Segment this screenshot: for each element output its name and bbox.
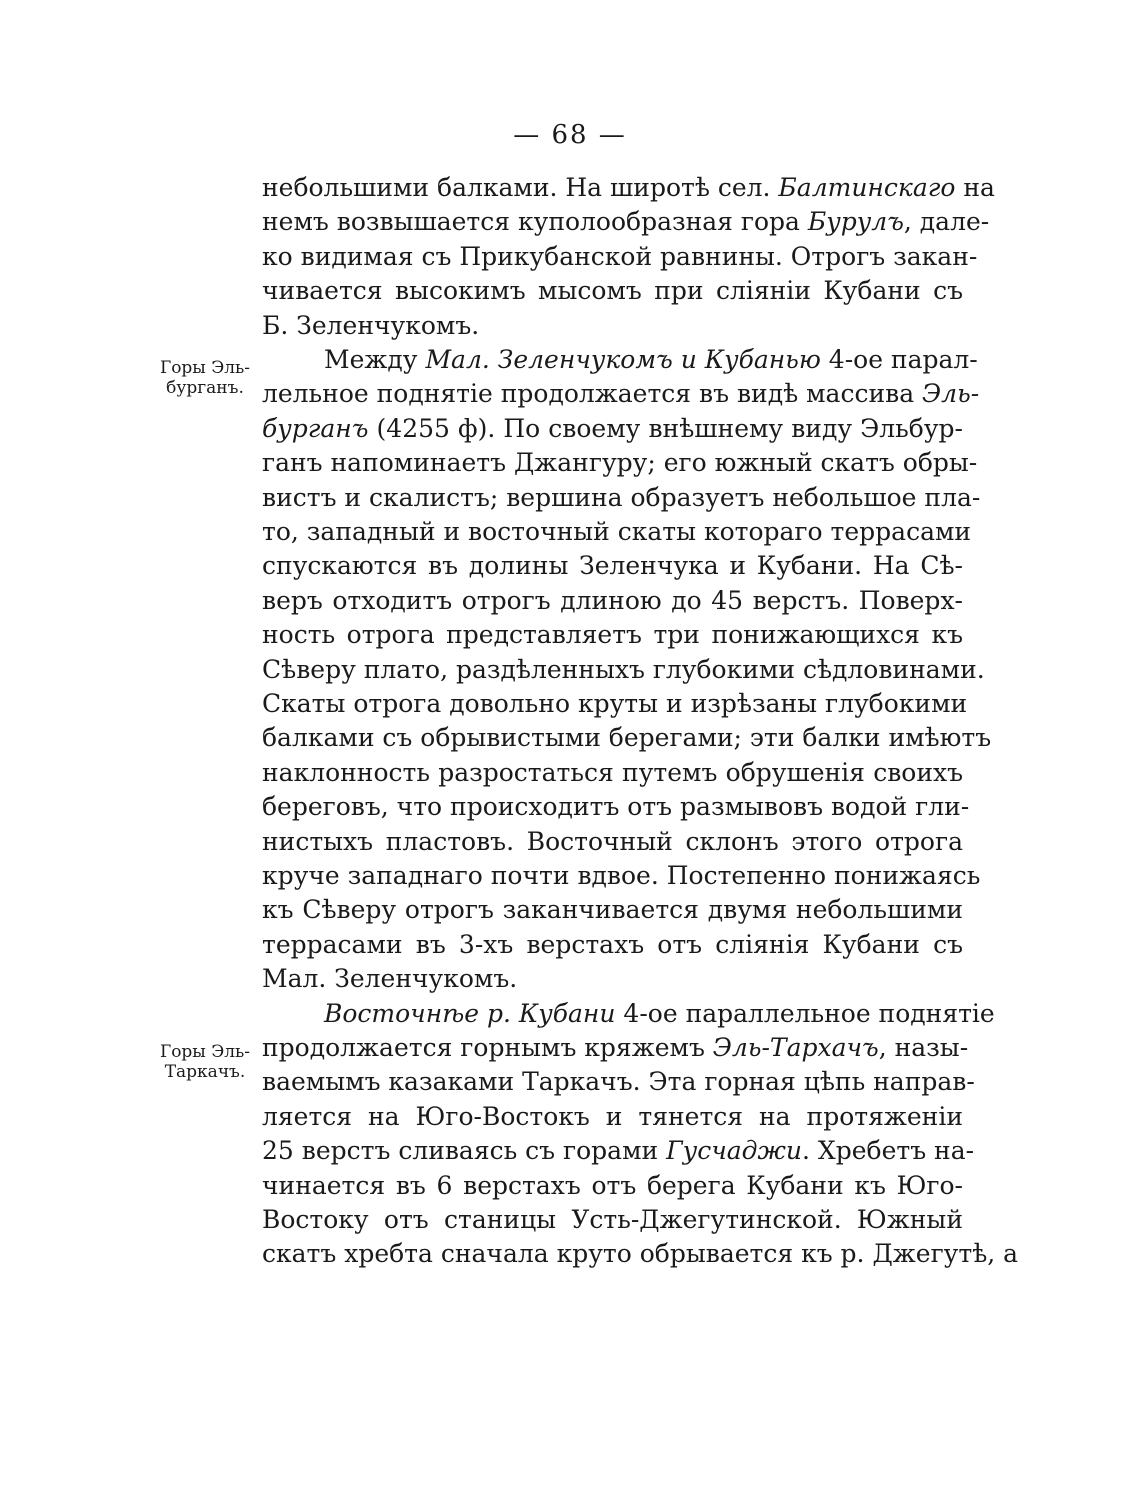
text-line — [262, 1099, 963, 1135]
text-run: лельное поднятіе продолжается въ видѣ массива — [262, 379, 923, 408]
text-run: продолжается горнымъ кряжемъ — [262, 1033, 713, 1062]
text-line — [262, 583, 963, 619]
text-run: веръ отходитъ отрогъ длиною до 45 верстъ. Поверх- — [262, 586, 963, 615]
margin-note-el-tarkach — [150, 1042, 260, 1082]
text-line — [262, 858, 981, 894]
text-run: террасами въ 3-хъ верстахъ отъ сліянія Кубани съ — [262, 930, 963, 959]
text-run: на — [955, 173, 995, 202]
text-line — [262, 927, 963, 963]
text-run: спускаются въ долины Зеленчука и Кубани. На Сѣ- — [262, 551, 963, 580]
text-line — [262, 755, 963, 791]
text-run: небольшими балками. На широтѣ сел. — [262, 173, 779, 202]
text-run: . Хребетъ на- — [802, 1136, 975, 1165]
text-line — [262, 273, 963, 309]
margin-note-line: Таркачъ. — [164, 1062, 246, 1082]
text-run: то, западный и восточный скаты котораго террасами — [262, 517, 972, 546]
text-line — [262, 1064, 975, 1100]
text-line — [262, 617, 963, 653]
text-line — [262, 548, 963, 584]
text-line — [262, 376, 980, 412]
text-line — [262, 789, 970, 825]
italic-term: Бурулъ — [807, 207, 904, 236]
text-run: ляется на Юго-Востокъ и тянется на протяженіи — [262, 1102, 963, 1131]
text-line — [262, 239, 978, 275]
text-run: немъ возвышается куполообразная гора — [262, 207, 808, 236]
text-line — [262, 480, 981, 516]
text-run: , дале- — [903, 207, 990, 236]
italic-term: Гусчаджи — [666, 1136, 803, 1165]
text-run: ко видимая съ Прикубанской равнины. Отрогъ закан- — [262, 242, 978, 271]
margin-note-line: Горы Эль- — [159, 358, 251, 378]
italic-term: Балтинскаго — [778, 173, 956, 202]
text-run: нистыхъ пластовъ. Восточный склонъ этого отрога — [262, 827, 963, 856]
text-line — [262, 204, 990, 240]
text-line — [262, 1030, 969, 1066]
text-line — [262, 824, 963, 860]
text-line — [262, 1168, 963, 1204]
margin-note-elburgan — [150, 358, 260, 398]
italic-term: Эль-Тархачъ — [712, 1033, 879, 1062]
italic-term: Мал. Зеленчукомъ и Кубанью — [425, 345, 821, 374]
text-line — [262, 308, 963, 344]
text-line — [262, 961, 963, 997]
text-line — [262, 514, 972, 550]
text-line — [262, 720, 992, 756]
text-run: къ Сѣверу отрогъ заканчивается двумя небольшими — [262, 895, 963, 924]
text-line — [262, 170, 995, 206]
text-run: береговъ, что происходитъ отъ размывовъ водой гли- — [262, 792, 970, 821]
text-line — [262, 445, 978, 481]
text-run: вистъ и скалистъ; вершина образуетъ небольшое пла- — [262, 483, 981, 512]
text-run: , назы- — [878, 1033, 969, 1062]
text-run: 25 верстъ сливаясь съ горами — [262, 1136, 667, 1165]
text-run: Востоку отъ станицы Усть-Джегутинской. Южный — [262, 1205, 963, 1234]
text-run: наклонность разростаться путемъ обрушенія своихъ — [262, 758, 963, 787]
text-line — [262, 1202, 963, 1238]
text-line — [262, 652, 985, 688]
margin-note-line: Горы Эль- — [159, 1042, 251, 1062]
text-run: 4-ое параллельное поднятіе — [615, 999, 995, 1028]
text-run: Сѣверу плато, раздѣленныхъ глубокими сѣдловинами. — [262, 655, 985, 684]
text-run: ганъ напоминаетъ Джангуру; его южный скатъ обры- — [262, 448, 978, 477]
text-line — [262, 411, 963, 447]
text-run: Скаты отрога довольно круты и изрѣзаны глубокими — [262, 689, 968, 718]
text-line — [324, 996, 995, 1032]
italic-term: Эль- — [922, 379, 980, 408]
italic-term: бурганъ — [262, 414, 369, 443]
text-line — [262, 1236, 1019, 1272]
text-run: Мал. Зеленчукомъ. — [262, 964, 518, 993]
page-number: — 68 — — [513, 120, 627, 150]
text-run: (4255 ф). По своему внѣшнему виду Эльбур- — [368, 414, 963, 443]
text-run: скатъ хребта сначала круто обрывается къ р. Джегутѣ, а — [262, 1239, 1019, 1268]
text-line — [324, 342, 978, 378]
italic-term: Восточнѣе р. Кубани — [324, 999, 616, 1028]
text-run: 4-ое парал- — [820, 345, 978, 374]
text-run: чивается высокимъ мысомъ при сліяніи Кубани съ — [262, 276, 963, 305]
text-run: ность отрога представляетъ три понижающихся къ — [262, 620, 963, 649]
text-run: Между — [324, 345, 426, 374]
text-run: ваемымъ казаками Таркачъ. Эта горная цѣпь направ- — [262, 1067, 975, 1096]
text-run: Б. Зеленчукомъ. — [262, 311, 480, 340]
text-line — [262, 686, 968, 722]
text-run: балками съ обрывистыми берегами; эти балки имѣютъ — [262, 723, 992, 752]
text-line — [262, 892, 963, 928]
text-run: круче западнаго почти вдвое. Постепенно понижаясь — [262, 861, 981, 890]
text-line — [262, 1133, 975, 1169]
margin-note-line: бурганъ. — [166, 378, 244, 398]
text-run: чинается въ 6 верстахъ отъ берега Кубани къ Юго- — [262, 1171, 963, 1200]
